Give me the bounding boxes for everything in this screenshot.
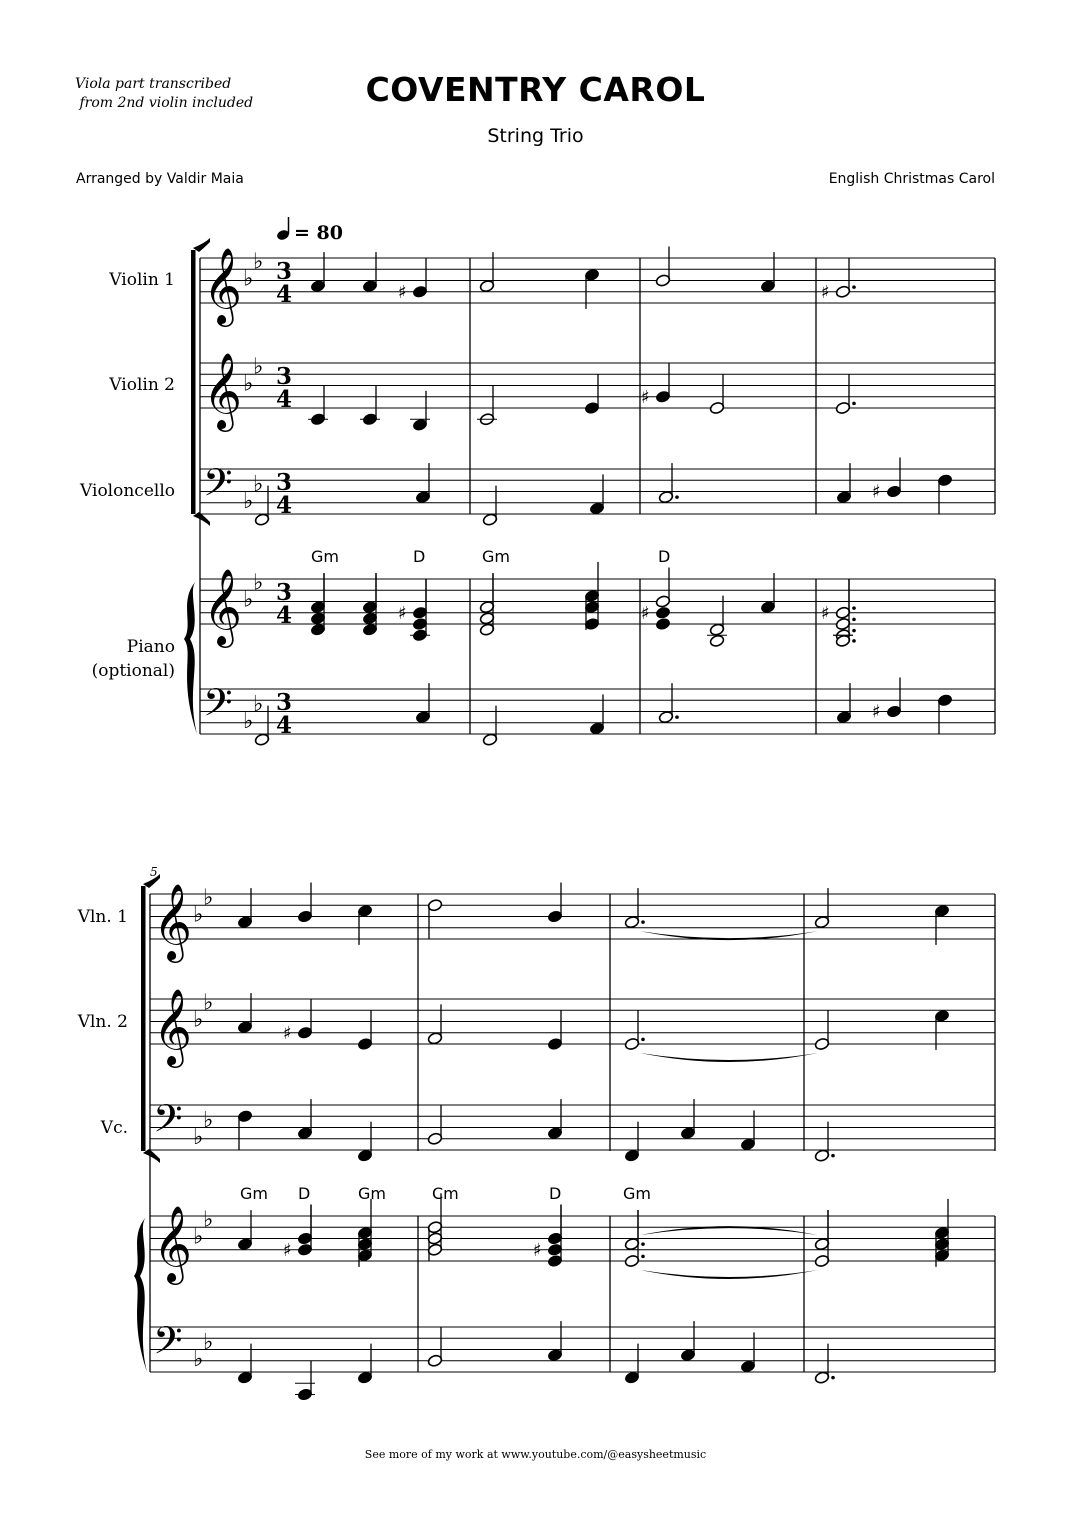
treble-clef-icon: 𝄞 bbox=[203, 568, 243, 645]
staff-layer bbox=[134, 238, 995, 1401]
flat-icon: ♭ bbox=[193, 1124, 204, 1150]
treble-clef-icon: 𝄞 bbox=[153, 1205, 193, 1282]
time-signature-bottom: 4 bbox=[275, 386, 293, 413]
flat-icon: ♭ bbox=[193, 1224, 204, 1250]
sharp-icon: ♯ bbox=[398, 602, 407, 624]
tie bbox=[640, 1053, 818, 1062]
time-signature-bottom: 4 bbox=[275, 492, 293, 519]
time-signature-bottom: 4 bbox=[275, 602, 293, 629]
bass-clef-icon: 𝄢 bbox=[203, 680, 233, 734]
time-signature-top: 3 bbox=[275, 363, 293, 390]
sharp-icon: ♯ bbox=[821, 281, 830, 303]
sharp-icon: ♯ bbox=[283, 1022, 292, 1044]
time-signature-bottom: 4 bbox=[275, 281, 293, 308]
flat-icon: ♭ bbox=[203, 990, 214, 1016]
dot bbox=[852, 618, 856, 622]
score-subtitle: String Trio bbox=[487, 125, 584, 147]
arranger-credit: Arranged by Valdir Maia bbox=[76, 171, 244, 187]
time-signature-top: 3 bbox=[275, 258, 293, 285]
sharp-icon: ♯ bbox=[872, 481, 881, 503]
chord-symbol: Gm bbox=[311, 547, 339, 566]
time-signature-bottom: 4 bbox=[275, 712, 293, 739]
time-signature-top: 3 bbox=[275, 579, 293, 606]
sharp-icon: ♯ bbox=[641, 386, 650, 408]
dot bbox=[852, 285, 856, 289]
sharp-icon: ♯ bbox=[533, 1239, 542, 1261]
instrument-label-cello: Violoncello bbox=[80, 481, 175, 501]
instrument-label-vln1: Vln. 1 bbox=[77, 907, 128, 927]
flat-icon: ♭ bbox=[253, 570, 264, 596]
bass-clef-icon: 𝄢 bbox=[153, 1096, 183, 1150]
flat-icon: ♭ bbox=[203, 885, 214, 911]
note-head bbox=[709, 634, 725, 648]
note-head bbox=[655, 617, 671, 631]
time-signature-top: 3 bbox=[275, 469, 293, 496]
dot bbox=[641, 1038, 645, 1042]
instrument-label-piano: Piano bbox=[126, 637, 175, 657]
dot bbox=[852, 606, 856, 610]
piano-brace bbox=[184, 580, 197, 734]
dot bbox=[831, 1376, 835, 1380]
chord-symbol: D bbox=[298, 1184, 311, 1203]
sharp-icon: ♯ bbox=[641, 602, 650, 624]
flat-icon: ♭ bbox=[203, 1107, 214, 1133]
dot bbox=[831, 1154, 835, 1158]
chord-symbol: Gm bbox=[482, 547, 510, 566]
flat-icon: ♭ bbox=[243, 266, 254, 292]
flat-icon: ♭ bbox=[243, 488, 254, 514]
sharp-icon: ♯ bbox=[283, 1239, 292, 1261]
chord-symbol: Gm bbox=[623, 1184, 651, 1203]
flat-icon: ♭ bbox=[243, 587, 254, 613]
sharp-icon: ♯ bbox=[398, 281, 407, 303]
chord-symbol: D bbox=[549, 1184, 562, 1203]
flat-icon: ♭ bbox=[243, 708, 254, 734]
flat-icon: ♭ bbox=[253, 354, 264, 380]
bracket-bottom bbox=[143, 1149, 160, 1163]
dot bbox=[852, 629, 856, 633]
flat-icon: ♭ bbox=[193, 1007, 204, 1033]
treble-clef-icon: 𝄞 bbox=[203, 247, 243, 324]
flat-icon: ♭ bbox=[203, 1329, 214, 1355]
dot bbox=[675, 495, 679, 499]
chord-symbol: Gm bbox=[358, 1184, 386, 1203]
chord-symbol: Gm bbox=[240, 1184, 268, 1203]
piano-brace bbox=[134, 1216, 147, 1372]
dot bbox=[852, 639, 856, 643]
bracket-string-group bbox=[141, 886, 146, 1151]
flat-icon: ♭ bbox=[253, 691, 264, 717]
dot bbox=[675, 715, 679, 719]
flat-icon: ♭ bbox=[193, 1346, 204, 1372]
flat-icon: ♭ bbox=[203, 1207, 214, 1233]
chord-symbol: D bbox=[658, 547, 671, 566]
treble-clef-icon: 𝄞 bbox=[153, 988, 193, 1065]
flat-icon: ♭ bbox=[243, 371, 254, 397]
dot bbox=[641, 1242, 645, 1246]
dot bbox=[852, 402, 856, 406]
dot bbox=[641, 1255, 645, 1259]
composer-credit: English Christmas Carol bbox=[828, 171, 995, 187]
instrument-label-vc: Vc. bbox=[100, 1118, 128, 1138]
flat-icon: ♭ bbox=[193, 902, 204, 928]
bass-clef-icon: 𝄢 bbox=[203, 460, 233, 514]
chord-symbol: D bbox=[413, 547, 426, 566]
sharp-icon: ♯ bbox=[821, 602, 830, 624]
tempo-text: = 80 bbox=[294, 222, 343, 244]
bracket-string-group bbox=[191, 250, 196, 514]
bass-clef-icon: 𝄢 bbox=[153, 1318, 183, 1372]
bar-number: 5 bbox=[150, 865, 158, 879]
time-signature-top: 3 bbox=[275, 689, 293, 716]
treble-clef-icon: 𝄞 bbox=[153, 883, 193, 960]
tie bbox=[640, 1270, 818, 1279]
note-line-2: from 2nd violin included bbox=[75, 95, 254, 111]
instrument-label-violin1: Violin 1 bbox=[109, 270, 175, 290]
instrument-label-piano-optional: (optional) bbox=[91, 661, 175, 681]
sharp-icon: ♯ bbox=[872, 701, 881, 723]
instrument-label-vln2: Vln. 2 bbox=[77, 1012, 128, 1032]
note-line-1: Viola part transcribed bbox=[75, 76, 232, 92]
treble-clef-icon: 𝄞 bbox=[203, 352, 243, 429]
score-title: COVENTRY CAROL bbox=[365, 70, 706, 109]
note-head bbox=[655, 606, 671, 620]
flat-icon: ♭ bbox=[253, 471, 264, 497]
flat-icon: ♭ bbox=[253, 249, 264, 275]
footer-link-text: See more of my work at www.youtube.com/@easysheetmusic bbox=[364, 1448, 707, 1461]
tempo-marking bbox=[276, 217, 343, 244]
chord-symbol: Cm bbox=[432, 1184, 459, 1203]
instrument-label-violin2: Violin 2 bbox=[109, 375, 175, 395]
dot bbox=[641, 920, 645, 924]
